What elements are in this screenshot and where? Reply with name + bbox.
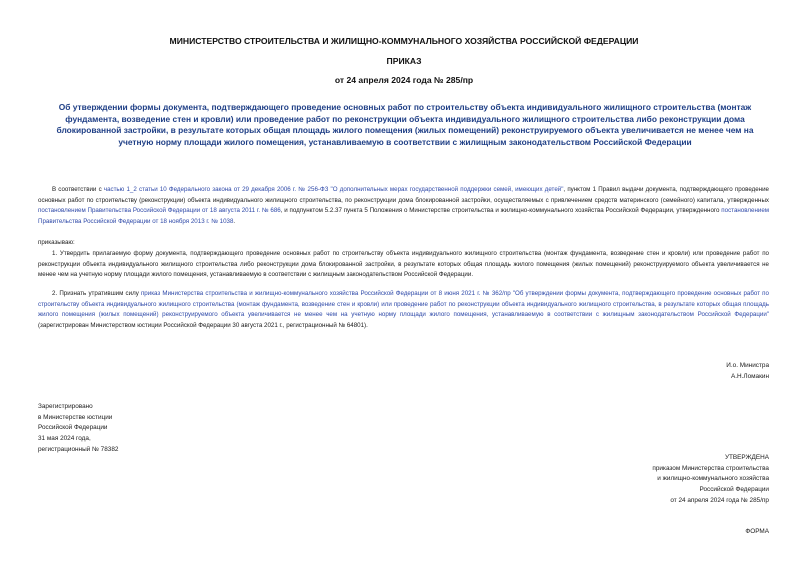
item2-text-1: 2. Признать утратившим силу [52, 290, 141, 297]
signature-block [726, 361, 769, 382]
registration-line-5: регистрационный № 78382 [38, 445, 119, 453]
approval-line-2: приказом Министерства строительства [652, 464, 769, 472]
form-label: ФОРМА [745, 528, 769, 535]
ministry-heading: МИНИСТЕРСТВО СТРОИТЕЛЬСТВА И ЖИЛИЩНО-КОММУНАЛЬНОГО ХОЗЯЙСТВА РОССИЙСКОЙ ФЕДЕРАЦИИ [169, 36, 639, 46]
registration-line-3: Российской Федерации [38, 424, 108, 432]
resolution-686-link[interactable]: постановлением Правительства Российской Федерации от 18 августа 2011 г. № 686 [38, 207, 281, 215]
item2-text-2: (зарегистрирован Министерством юстиции Российской Федерации 30 августа 2021 г., регистрационный № 64801). [38, 322, 368, 330]
registration-line-4: 31 мая 2024 года, [38, 435, 91, 443]
registration-line-2: в Министерстве юстиции [38, 413, 113, 421]
law-link[interactable]: частью 1_2 статьи 10 Федерального закона от 29 декабря 2006 г. № 256-ФЗ "О дополнительных мерах государственной поддержки семей, имеющих детей" [103, 186, 564, 193]
order-item-1: 1. Утвердить прилагаемую форму документа, подтверждающего проведение основных работ по строительству объекта индивидуального жилищного строительства (монтаж фундамента, возведение стен и кровли) или проведение работ по реконструкции объекта индивидуального жилищного строительства либо реконструкции дома блокированной застройки, в результате которых общая площадь жилого помещения (жилых помещений) реконструируемого объекта увеличивается не менее чем на учетную норму площади жилого помещения, устанавливаемую в соответствии с жилищным законодательством Российской Федерации. [38, 250, 769, 279]
order-item-2 [38, 289, 769, 332]
preamble-paragraph [38, 185, 769, 228]
order-word: приказываю: [38, 239, 75, 246]
preamble-text-3: , и подпунктом 5.2.37 пункта 5 Положения о Министерстве строительства и жилищно-коммунального хозяйства Российской Федерации, утвержденного [280, 207, 722, 215]
order-title: Об утверждении формы документа, подтверждающего проведение основных работ по строительству объекта индивидуального жилищного строительства (монтаж фундамента, возведение стен и кровли) или проведение работ по реконструкции объекта индивидуального жилищного строительства либо реконструкции дома блокированной застройки, в результате которых общая площадь жилого помещения (жилых помещений) реконструируемого объекта увеличивается не менее чем на учетную норму площади жилого помещения, устанавливаемую в соответствии с жилищным законодательством Российской Федерации [56, 102, 754, 147]
preamble-text-2: , пунктом 1 Правил выдачи документа, подтверждающего проведение основных работ по строительству (реконструкции) объекта индивидуального жилищного строительства, по реконструкции дома блокированной застройки, осуществляемых с привлечением средств материнского (семейного) капитала, утвержденных [38, 186, 769, 204]
approval-line-5: от 24 апреля 2024 года № 285/пр [670, 496, 769, 504]
registration-block [38, 402, 118, 456]
doc-type-heading: ПРИКАЗ [386, 56, 422, 66]
repealed-order-link[interactable]: приказ Министерства строительства и жилищно-коммунального хозяйства Российской Федерации от 8 июня 2021 г. № 362/пр "Об утверждении формы документа, подтверждающего проведение основных работ по строительству объекта индивидуального жилищного строительства (монтаж фундамента, возведение стен и кровли) или проведение работ по реконструкции объекта индивидуального жилищного строительства, в результате которых общая площадь жилого помещения (жилых помещений) реконструируемого объекта увеличивается не менее чем на учетную норму площади жилого помещения, устанавливаемую в соответствии с жилищным законодательством Российской Федерации" [38, 290, 769, 319]
approval-block [652, 453, 769, 507]
signature-name: А.Н.Ломакин [730, 372, 769, 380]
approval-line-4: Российской Федерации [699, 486, 769, 494]
preamble-text-4: . [233, 218, 236, 226]
resolution-1038-link[interactable]: постановлением Правительства Российской Федерации от 18 ноября 2013 г. № 1038 [38, 207, 770, 226]
signature-position: И.о. Министра [726, 362, 769, 369]
registration-line-1: Зарегистрировано [38, 403, 93, 410]
doc-date-number: от 24 апреля 2024 года № 285/пр [334, 75, 474, 85]
approval-line-1: УТВЕРЖДЕНА [724, 454, 769, 461]
preamble-text-1: В соответствии с [52, 186, 104, 193]
approval-line-3: и жилищно-коммунального хозяйства [657, 475, 769, 483]
